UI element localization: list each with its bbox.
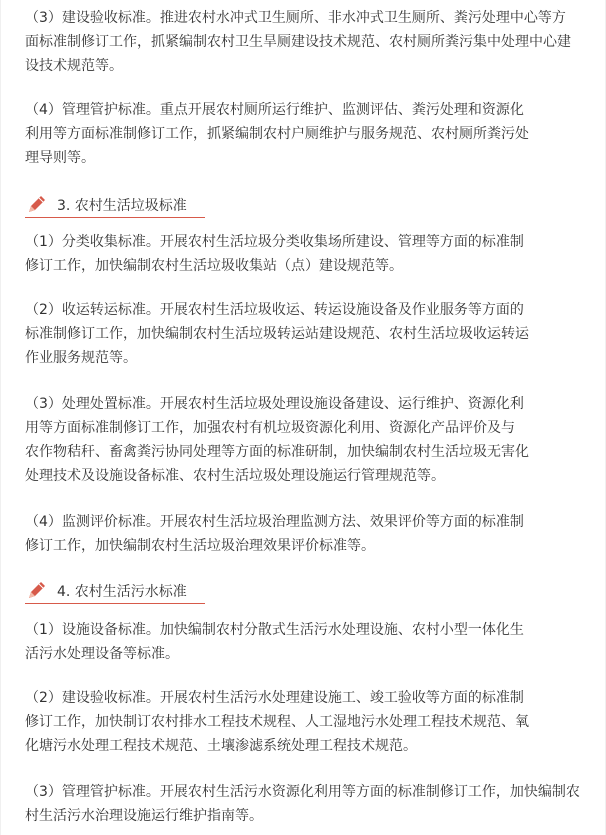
text-line: 作业服务规范等。: [25, 350, 137, 366]
text-line: 化塘污水处理工程技术规范、土壤渗滤系统处理工程技术规范。: [25, 738, 417, 754]
text-line: 村生活污水治理设施运行维护指南等。: [25, 808, 263, 824]
pencil-icon: [25, 194, 47, 216]
text-line: 修订工作，加快编制农村生活垃圾治理效果评价标准等。: [25, 538, 375, 554]
text-line: （3）建设验收标准。推进农村水冲式卫生厕所、非水冲式卫生厕所、粪污处理中心等方: [25, 10, 566, 26]
text-line: 活污水处理设备等标准。: [25, 646, 179, 662]
paragraph-sewage-construction: [25, 686, 585, 758]
text-line: 利用等方面标准制修订工作，抓紧编制农村户厕维护与服务规范、农村厕所粪污处: [25, 126, 529, 142]
section-heading-garbage: [25, 190, 187, 216]
text-line: 修订工作，加快编制农村生活垃圾收集站（点）建设规范等。: [25, 258, 403, 274]
paragraph-toilet-construction-acceptance: [25, 6, 585, 78]
text-line: 理导则等。: [25, 150, 95, 166]
text-line: 标准制修订工作，加快编制农村生活垃圾转运站建设规范、农村生活垃圾收运转运: [25, 326, 529, 342]
heading-underline: [25, 603, 205, 604]
text-line: 设技术规范等。: [25, 58, 123, 74]
text-line: （2）收运转运标准。开展农村生活垃圾收运、转运设施设备及作业服务等方面的: [25, 302, 524, 318]
paragraph-garbage-collection: [25, 230, 585, 278]
section-heading-sewage: [25, 576, 187, 602]
paragraph-garbage-monitoring: [25, 510, 585, 558]
text-line: 修订工作，加快制订农村排水工程技术规程、人工湿地污水处理工程技术规范、氧: [25, 714, 529, 730]
text-line: （4）监测评价标准。开展农村生活垃圾治理监测方法、效果评价等方面的标准制: [25, 514, 524, 530]
heading-underline: [25, 217, 205, 218]
paragraph-toilet-management: [25, 98, 585, 170]
text-line: 处理技术及设施设备标准、农村生活垃圾处理设施运行管理规范等。: [25, 468, 445, 484]
text-line: （4）管理管护标准。重点开展农村厕所运行维护、监测评估、粪污处理和资源化: [25, 102, 524, 118]
text-line: 面标准制修订工作，抓紧编制农村卫生旱厕建设技术规范、农村厕所粪污集中处理中心建: [25, 34, 571, 50]
text-line: （1）分类收集标准。开展农村生活垃圾分类收集场所建设、管理等方面的标准制: [25, 234, 524, 250]
text-line: （2）建设验收标准。开展农村生活污水处理建设施工、竣工验收等方面的标准制: [25, 690, 524, 706]
section-heading-text: 4. 农村生活污水标准: [57, 584, 187, 600]
text-line: （1）设施设备标准。加快编制农村分散式生活污水处理设施、农村小型一体化生: [25, 622, 524, 638]
text-line: 农作物秸秆、畜禽粪污协同处理等方面的标准研制，加快编制农村生活垃圾无害化: [25, 444, 529, 460]
text-line: 用等方面标准制修订工作，加强农村有机垃圾资源化利用、资源化产品评价及与: [25, 420, 515, 436]
paragraph-sewage-facilities: [25, 618, 585, 666]
paragraph-garbage-treatment: [25, 392, 585, 488]
text-line: （3）管理管护标准。开展农村生活污水资源化利用等方面的标准制修订工作，加快编制农: [25, 784, 580, 800]
text-line: （3）处理处置标准。开展农村生活垃圾处理设施设备建设、运行维护、资源化利: [25, 396, 524, 412]
section-heading-text: 3. 农村生活垃圾标准: [57, 198, 187, 214]
pencil-icon: [25, 580, 47, 602]
paragraph-garbage-transport: [25, 298, 585, 370]
paragraph-sewage-management: [25, 780, 585, 828]
